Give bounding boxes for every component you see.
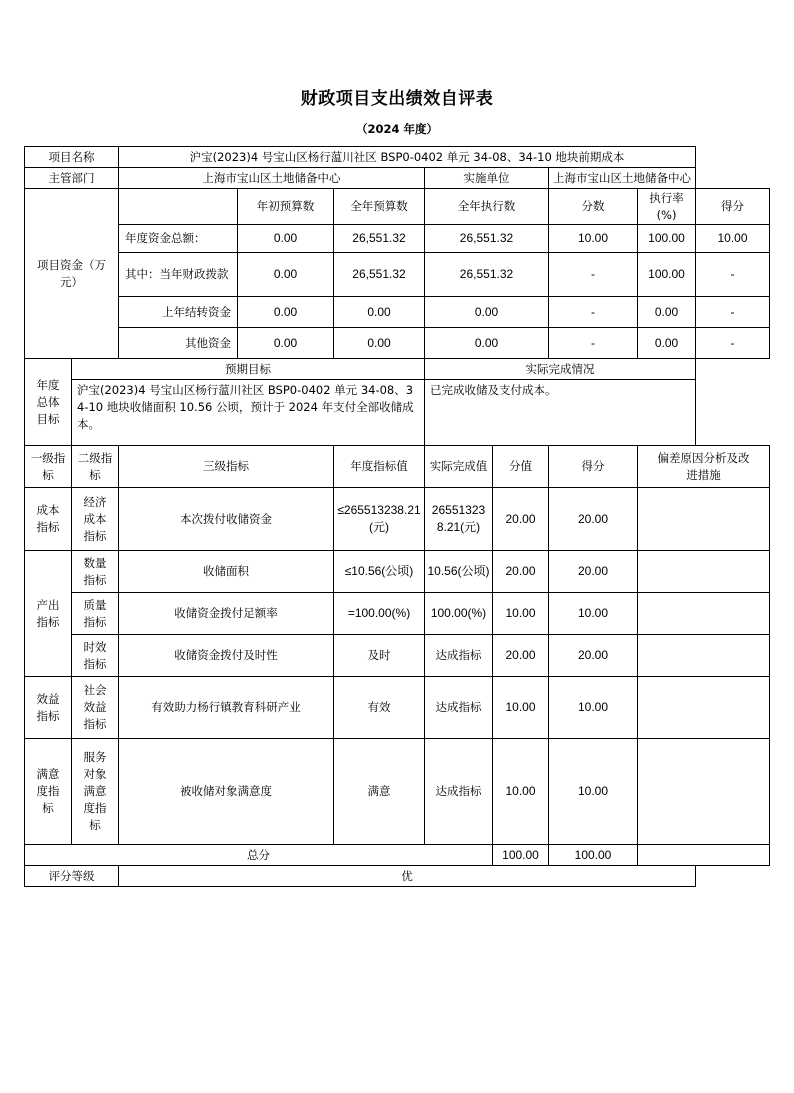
level3-output: 收储面积 xyxy=(119,551,334,593)
indicator-row-benefit xyxy=(25,677,770,739)
row-project-name xyxy=(25,147,770,168)
header-actual: 实际完成值 xyxy=(425,446,493,488)
indicator-row-cost xyxy=(25,488,770,551)
total-weight: 100.00 xyxy=(493,845,549,866)
level1-output: 产出指标 xyxy=(25,551,72,677)
header-score: 得分 xyxy=(549,446,638,488)
row-goals-content xyxy=(25,380,770,446)
goals-actual-text: 已完成收储及支付成本。 xyxy=(425,380,696,446)
indicator-row-output-quantity xyxy=(25,551,770,593)
funds-points: - xyxy=(696,253,770,297)
deviation-output xyxy=(638,593,770,635)
row-total xyxy=(25,845,770,866)
level3-benefit: 有效助力杨行镇教育科研产业 xyxy=(119,677,334,739)
header-deviation: 偏差原因分析及改进措施 xyxy=(638,446,770,488)
weight-output: 10.00 xyxy=(493,593,549,635)
funds-row-label: 上年结转资金 xyxy=(119,297,238,328)
funds-executed: 26,551.32 xyxy=(425,253,549,297)
dept-value: 上海市宝山区土地储备中心 xyxy=(119,168,425,189)
impl-value: 上海市宝山区土地储备中心 xyxy=(549,168,696,189)
weight-output: 20.00 xyxy=(493,551,549,593)
row-rating xyxy=(25,866,770,887)
score-satisfaction: 10.00 xyxy=(549,739,638,845)
level1-benefit: 效益指标 xyxy=(25,677,72,739)
deviation-satisfaction xyxy=(638,739,770,845)
score-output: 10.00 xyxy=(549,593,638,635)
funds-initial: 0.00 xyxy=(238,328,334,359)
deviation-benefit xyxy=(638,677,770,739)
level2-output: 数量指标 xyxy=(72,551,119,593)
funds-executed: 26,551.32 xyxy=(425,225,549,253)
funds-executed: 0.00 xyxy=(425,328,549,359)
funds-row-other xyxy=(25,328,770,359)
document-year: （2024 年度） xyxy=(355,122,438,136)
funds-header-annual: 全年预算数 xyxy=(334,189,425,225)
level2-output: 质量指标 xyxy=(72,593,119,635)
actual-satisfaction: 达成指标 xyxy=(425,739,493,845)
funds-score: 10.00 xyxy=(549,225,638,253)
funds-rate: 0.00 xyxy=(638,297,696,328)
target-output: 及时 xyxy=(334,635,425,677)
funds-header-score: 分数 xyxy=(549,189,638,225)
impl-label: 实施单位 xyxy=(425,168,549,189)
indicator-row-output-timeliness xyxy=(25,635,770,677)
weight-output: 20.00 xyxy=(493,635,549,677)
level2-benefit: 社会效益指标 xyxy=(72,677,119,739)
funds-points: 10.00 xyxy=(696,225,770,253)
level3-output: 收储资金拨付及时性 xyxy=(119,635,334,677)
funds-rate: 100.00 xyxy=(638,225,696,253)
funds-row-label: 年度资金总额： xyxy=(119,225,238,253)
funds-header-executed: 全年执行数 xyxy=(425,189,549,225)
row-goals-header xyxy=(25,359,770,380)
header-target: 年度指标值 xyxy=(334,446,425,488)
funds-annual: 26,551.32 xyxy=(334,253,425,297)
level2-cost: 经济成本指标 xyxy=(72,488,119,551)
funds-header-points: 得分 xyxy=(696,189,770,225)
weight-satisfaction: 10.00 xyxy=(493,739,549,845)
total-score: 100.00 xyxy=(549,845,638,866)
actual-cost: 265513238.21(元) xyxy=(425,488,493,551)
score-cost: 20.00 xyxy=(549,488,638,551)
row-department xyxy=(25,168,770,189)
level1-satisfaction: 满意度指标 xyxy=(25,739,72,845)
row-indicator-header xyxy=(25,446,770,488)
funds-header-blank xyxy=(119,189,238,225)
target-output: ≤10.56(公顷) xyxy=(334,551,425,593)
funds-rate: 0.00 xyxy=(638,328,696,359)
funds-score: - xyxy=(549,328,638,359)
funds-score: - xyxy=(549,253,638,297)
total-label: 总分 xyxy=(25,845,493,866)
header-level1: 一级指标 xyxy=(25,446,72,488)
rating-value: 优 xyxy=(119,866,696,887)
funds-row-total xyxy=(25,225,770,253)
funds-row-fiscal xyxy=(25,253,770,297)
funds-points: - xyxy=(696,328,770,359)
score-output: 20.00 xyxy=(549,635,638,677)
header-weight: 分值 xyxy=(493,446,549,488)
deviation-output xyxy=(638,635,770,677)
target-cost: ≤265513238.21(元) xyxy=(334,488,425,551)
rating-label: 评分等级 xyxy=(25,866,119,887)
level2-satisfaction: 服务对象满意度指标 xyxy=(72,739,119,845)
score-output: 20.00 xyxy=(549,551,638,593)
actual-output: 100.00(%) xyxy=(425,593,493,635)
funds-section-label: 项目资金（万元） xyxy=(25,189,119,359)
header-level2: 二级指标 xyxy=(72,446,119,488)
deviation-cost xyxy=(638,488,770,551)
funds-points: - xyxy=(696,297,770,328)
level3-cost: 本次拨付收储资金 xyxy=(119,488,334,551)
total-deviation xyxy=(638,845,770,866)
weight-benefit: 10.00 xyxy=(493,677,549,739)
funds-initial: 0.00 xyxy=(238,225,334,253)
score-benefit: 10.00 xyxy=(549,677,638,739)
goals-section-label: 年度总体目标 xyxy=(25,359,72,446)
goals-expected-text: 沪宝(2023)4 号宝山区杨行蕰川社区 BSP0-0402 单元 34-08、34-10 地块收储面积 10.56 公顷，预计于 2024 年支付全部收储成本。 xyxy=(72,380,425,446)
project-name-value: 沪宝(2023)4 号宝山区杨行蕰川社区 BSP0-0402 单元 34-08、34-10 地块前期成本 xyxy=(119,147,696,168)
weight-cost: 20.00 xyxy=(493,488,549,551)
level2-output: 时效指标 xyxy=(72,635,119,677)
funds-header-rate: 执行率(%) xyxy=(638,189,696,225)
indicator-row-satisfaction xyxy=(25,739,770,845)
row-funds-header xyxy=(25,189,770,225)
level3-output: 收储资金拨付足额率 xyxy=(119,593,334,635)
funds-annual: 0.00 xyxy=(334,328,425,359)
goals-actual-label: 实际完成情况 xyxy=(425,359,696,380)
funds-annual: 0.00 xyxy=(334,297,425,328)
funds-row-carryover xyxy=(25,297,770,328)
header-level3: 三级指标 xyxy=(119,446,334,488)
level3-satisfaction: 被收储对象满意度 xyxy=(119,739,334,845)
actual-output: 10.56(公顷) xyxy=(425,551,493,593)
dept-label: 主管部门 xyxy=(25,168,119,189)
deviation-output xyxy=(638,551,770,593)
funds-annual: 26,551.32 xyxy=(334,225,425,253)
actual-output: 达成指标 xyxy=(425,635,493,677)
indicator-row-output-quality xyxy=(25,593,770,635)
target-satisfaction: 满意 xyxy=(334,739,425,845)
document-title: 财政项目支出绩效自评表 xyxy=(300,89,494,109)
funds-score: - xyxy=(549,297,638,328)
target-output: =100.00(%) xyxy=(334,593,425,635)
funds-executed: 0.00 xyxy=(425,297,549,328)
actual-benefit: 达成指标 xyxy=(425,677,493,739)
target-benefit: 有效 xyxy=(334,677,425,739)
performance-table xyxy=(24,146,770,887)
level1-cost: 成本指标 xyxy=(25,488,72,551)
funds-initial: 0.00 xyxy=(238,253,334,297)
funds-rate: 100.00 xyxy=(638,253,696,297)
project-name-label: 项目名称 xyxy=(25,147,119,168)
funds-row-label: 其中：当年财政拨款 xyxy=(119,253,238,297)
funds-initial: 0.00 xyxy=(238,297,334,328)
funds-header-initial: 年初预算数 xyxy=(238,189,334,225)
funds-row-label: 其他资金 xyxy=(119,328,238,359)
goals-expected-label: 预期目标 xyxy=(72,359,425,380)
